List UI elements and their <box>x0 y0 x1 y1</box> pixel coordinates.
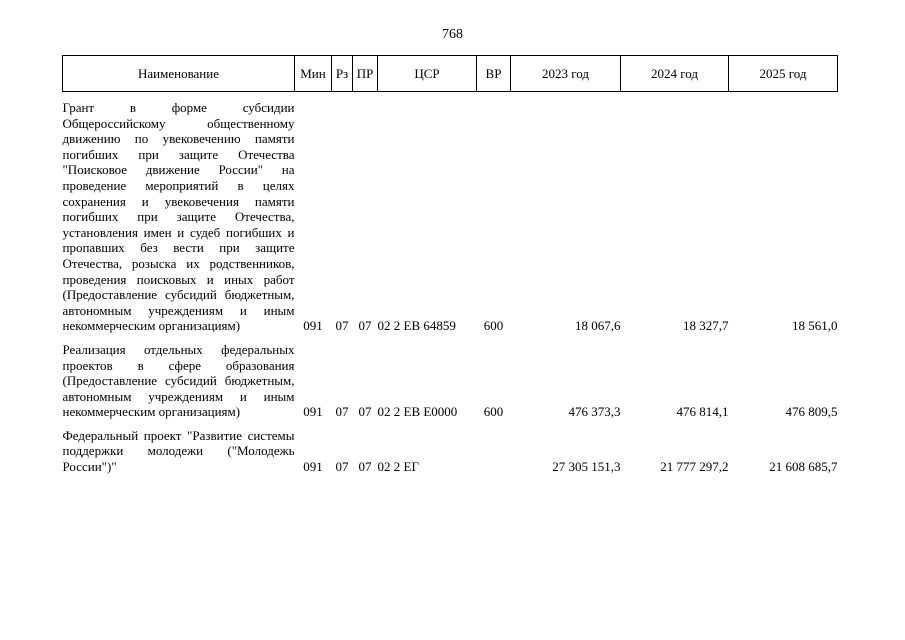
row-2023: 18 067,6 <box>575 318 621 334</box>
row-vr: 600 <box>483 318 504 334</box>
row-rz: 07 <box>335 318 349 334</box>
row-2025: 476 809,5 <box>785 404 838 420</box>
header-2023: 2023 год <box>511 56 621 92</box>
row-csr: 02 2 EГ <box>377 459 419 475</box>
row-min: 091 <box>303 318 323 334</box>
header-rz: Рз <box>332 56 353 92</box>
row-name: Грант в форме субсидии Общероссийскому общественному движению по увековечению памяти погибших при защите Отечества "Поисковое движение России" на проведение мероприятий в целях сохранения и увековечения памяти погибших при защите Отечества, установления имен и судеб погибших и пропавших без вести при защите Отечества, розыска их родственников, проведения поисковых и иных работ (Предоставление субсидий бюджетным, автономным учреждениям и иным некоммерческим организациям) <box>62 100 295 334</box>
header-vr: ВР <box>477 56 511 92</box>
row-2024: 18 327,7 <box>683 318 729 334</box>
row-vr: 600 <box>483 404 504 420</box>
table-row <box>63 428 838 475</box>
table-row <box>63 100 838 334</box>
row-2024: 476 814,1 <box>676 404 729 420</box>
header-2025: 2025 год <box>729 56 838 92</box>
row-rz: 07 <box>335 404 349 420</box>
page-number: 768 <box>442 27 463 42</box>
row-csr: 02 2 EB E0000 <box>377 404 458 420</box>
row-2025: 21 608 685,7 <box>769 459 838 475</box>
table-row <box>63 342 838 420</box>
header-pr: ПР <box>353 56 378 92</box>
row-name: Реализация отдельных федеральных проектов в сфере образования (Предоставление субсидий бюджетным, автономным учреждениям и иным некоммерческим организациям) <box>62 341 295 420</box>
row-pr: 07 <box>358 404 372 420</box>
row-2025: 18 561,0 <box>792 318 838 334</box>
row-2023: 27 305 151,3 <box>552 459 621 475</box>
row-name: Федеральный проект "Развитие системы поддержки молодежи ("Молодежь России")" <box>62 427 295 475</box>
table-header-row <box>63 56 838 92</box>
row-vr <box>477 428 511 475</box>
row-min: 091 <box>303 404 323 420</box>
row-csr: 02 2 EB 64859 <box>377 318 456 334</box>
row-2024: 21 777 297,2 <box>660 459 729 475</box>
header-min: Мин <box>295 56 332 92</box>
row-2023: 476 373,3 <box>568 404 621 420</box>
header-csr: ЦСР <box>378 56 477 92</box>
row-pr: 07 <box>358 318 372 334</box>
row-min: 091 <box>303 459 323 475</box>
budget-table <box>62 55 838 475</box>
header-2024: 2024 год <box>621 56 729 92</box>
row-rz: 07 <box>335 459 349 475</box>
row-pr: 07 <box>358 459 372 475</box>
header-name: Наименование <box>63 56 295 92</box>
